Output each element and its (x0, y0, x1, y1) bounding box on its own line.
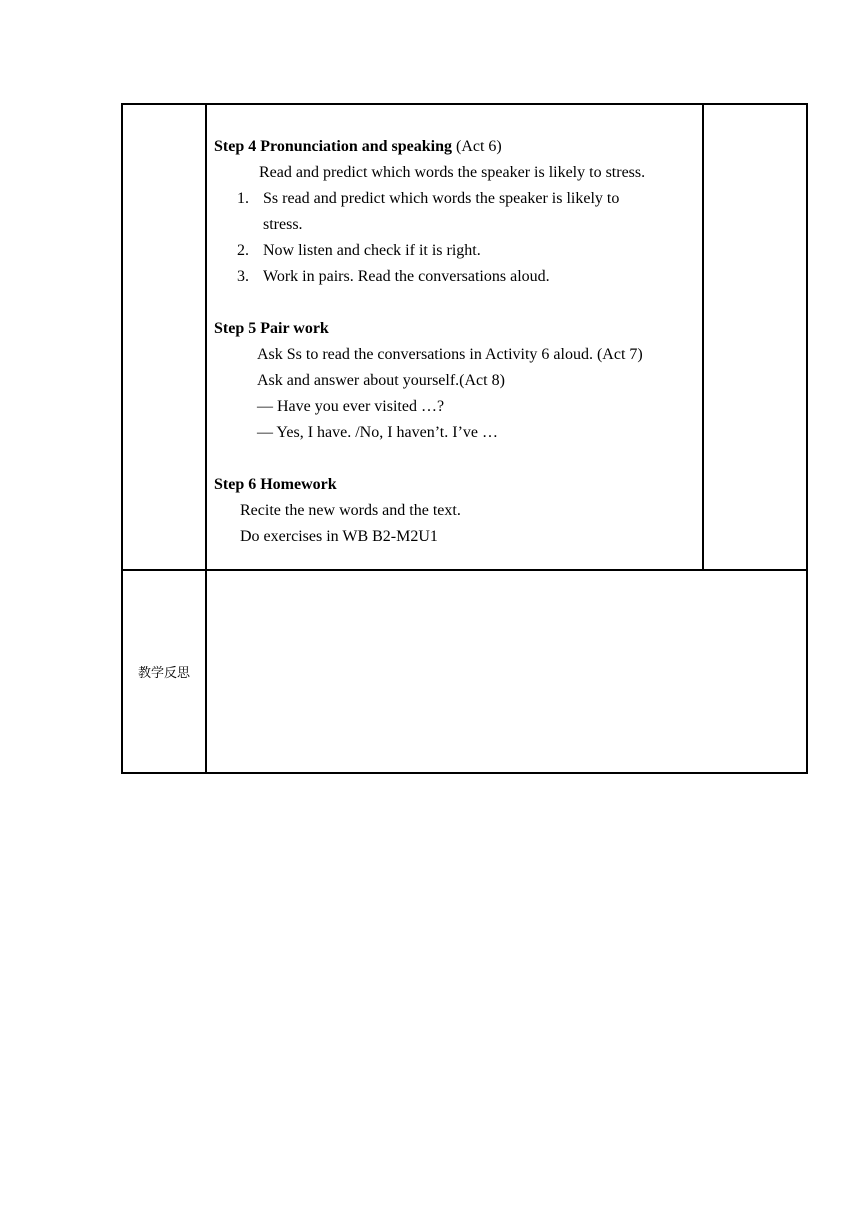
step5-line-4: — Yes, I have. /No, I haven’t. I’ve … (257, 424, 498, 441)
step5-line-3: — Have you ever visited …? (257, 398, 445, 415)
lesson-plan-table (121, 103, 808, 774)
step4-item-1-text: Ss read and predict which words the speaker is likely to (263, 190, 620, 207)
reflection-row (122, 570, 807, 773)
step4-item-3-text: Work in pairs. Read the conversations aloud. (263, 268, 550, 285)
lesson-steps-row (122, 104, 807, 570)
step4-item-1-text-cont: stress. (263, 216, 303, 233)
step6-title: Step 6 Homework (214, 476, 337, 493)
step4-item-2-text: Now listen and check if it is right. (263, 242, 481, 259)
step4-item-3-number: 3. (237, 268, 249, 285)
step5-line-1: Ask Ss to read the conversations in Activity 6 aloud. (Act 7) (257, 346, 643, 363)
left-label-cell (122, 104, 206, 570)
reflection-label: 教学反思 (137, 666, 190, 681)
reflection-content-cell (206, 570, 807, 773)
step4-title: Step 4 Pronunciation and speaking (214, 138, 452, 155)
reflection-label-cell (122, 570, 206, 773)
steps-content-cell (206, 104, 703, 570)
step5-title: Step 5 Pair work (214, 320, 329, 337)
step4-item-1-number: 1. (237, 190, 249, 207)
step4-intro: Read and predict which words the speaker is likely to stress. (259, 164, 646, 181)
step6-line-2: Do exercises in WB B2-M2U1 (240, 528, 438, 545)
step6-line-1: Recite the new words and the text. (240, 502, 461, 519)
step4-title-suffix: (Act 6) (452, 138, 502, 155)
step4-item-2-number: 2. (237, 242, 249, 259)
steps-content (207, 105, 702, 569)
right-notes-cell (703, 104, 807, 570)
step4-heading (214, 134, 502, 160)
step5-line-2: Ask and answer about yourself.(Act 8) (257, 372, 505, 389)
